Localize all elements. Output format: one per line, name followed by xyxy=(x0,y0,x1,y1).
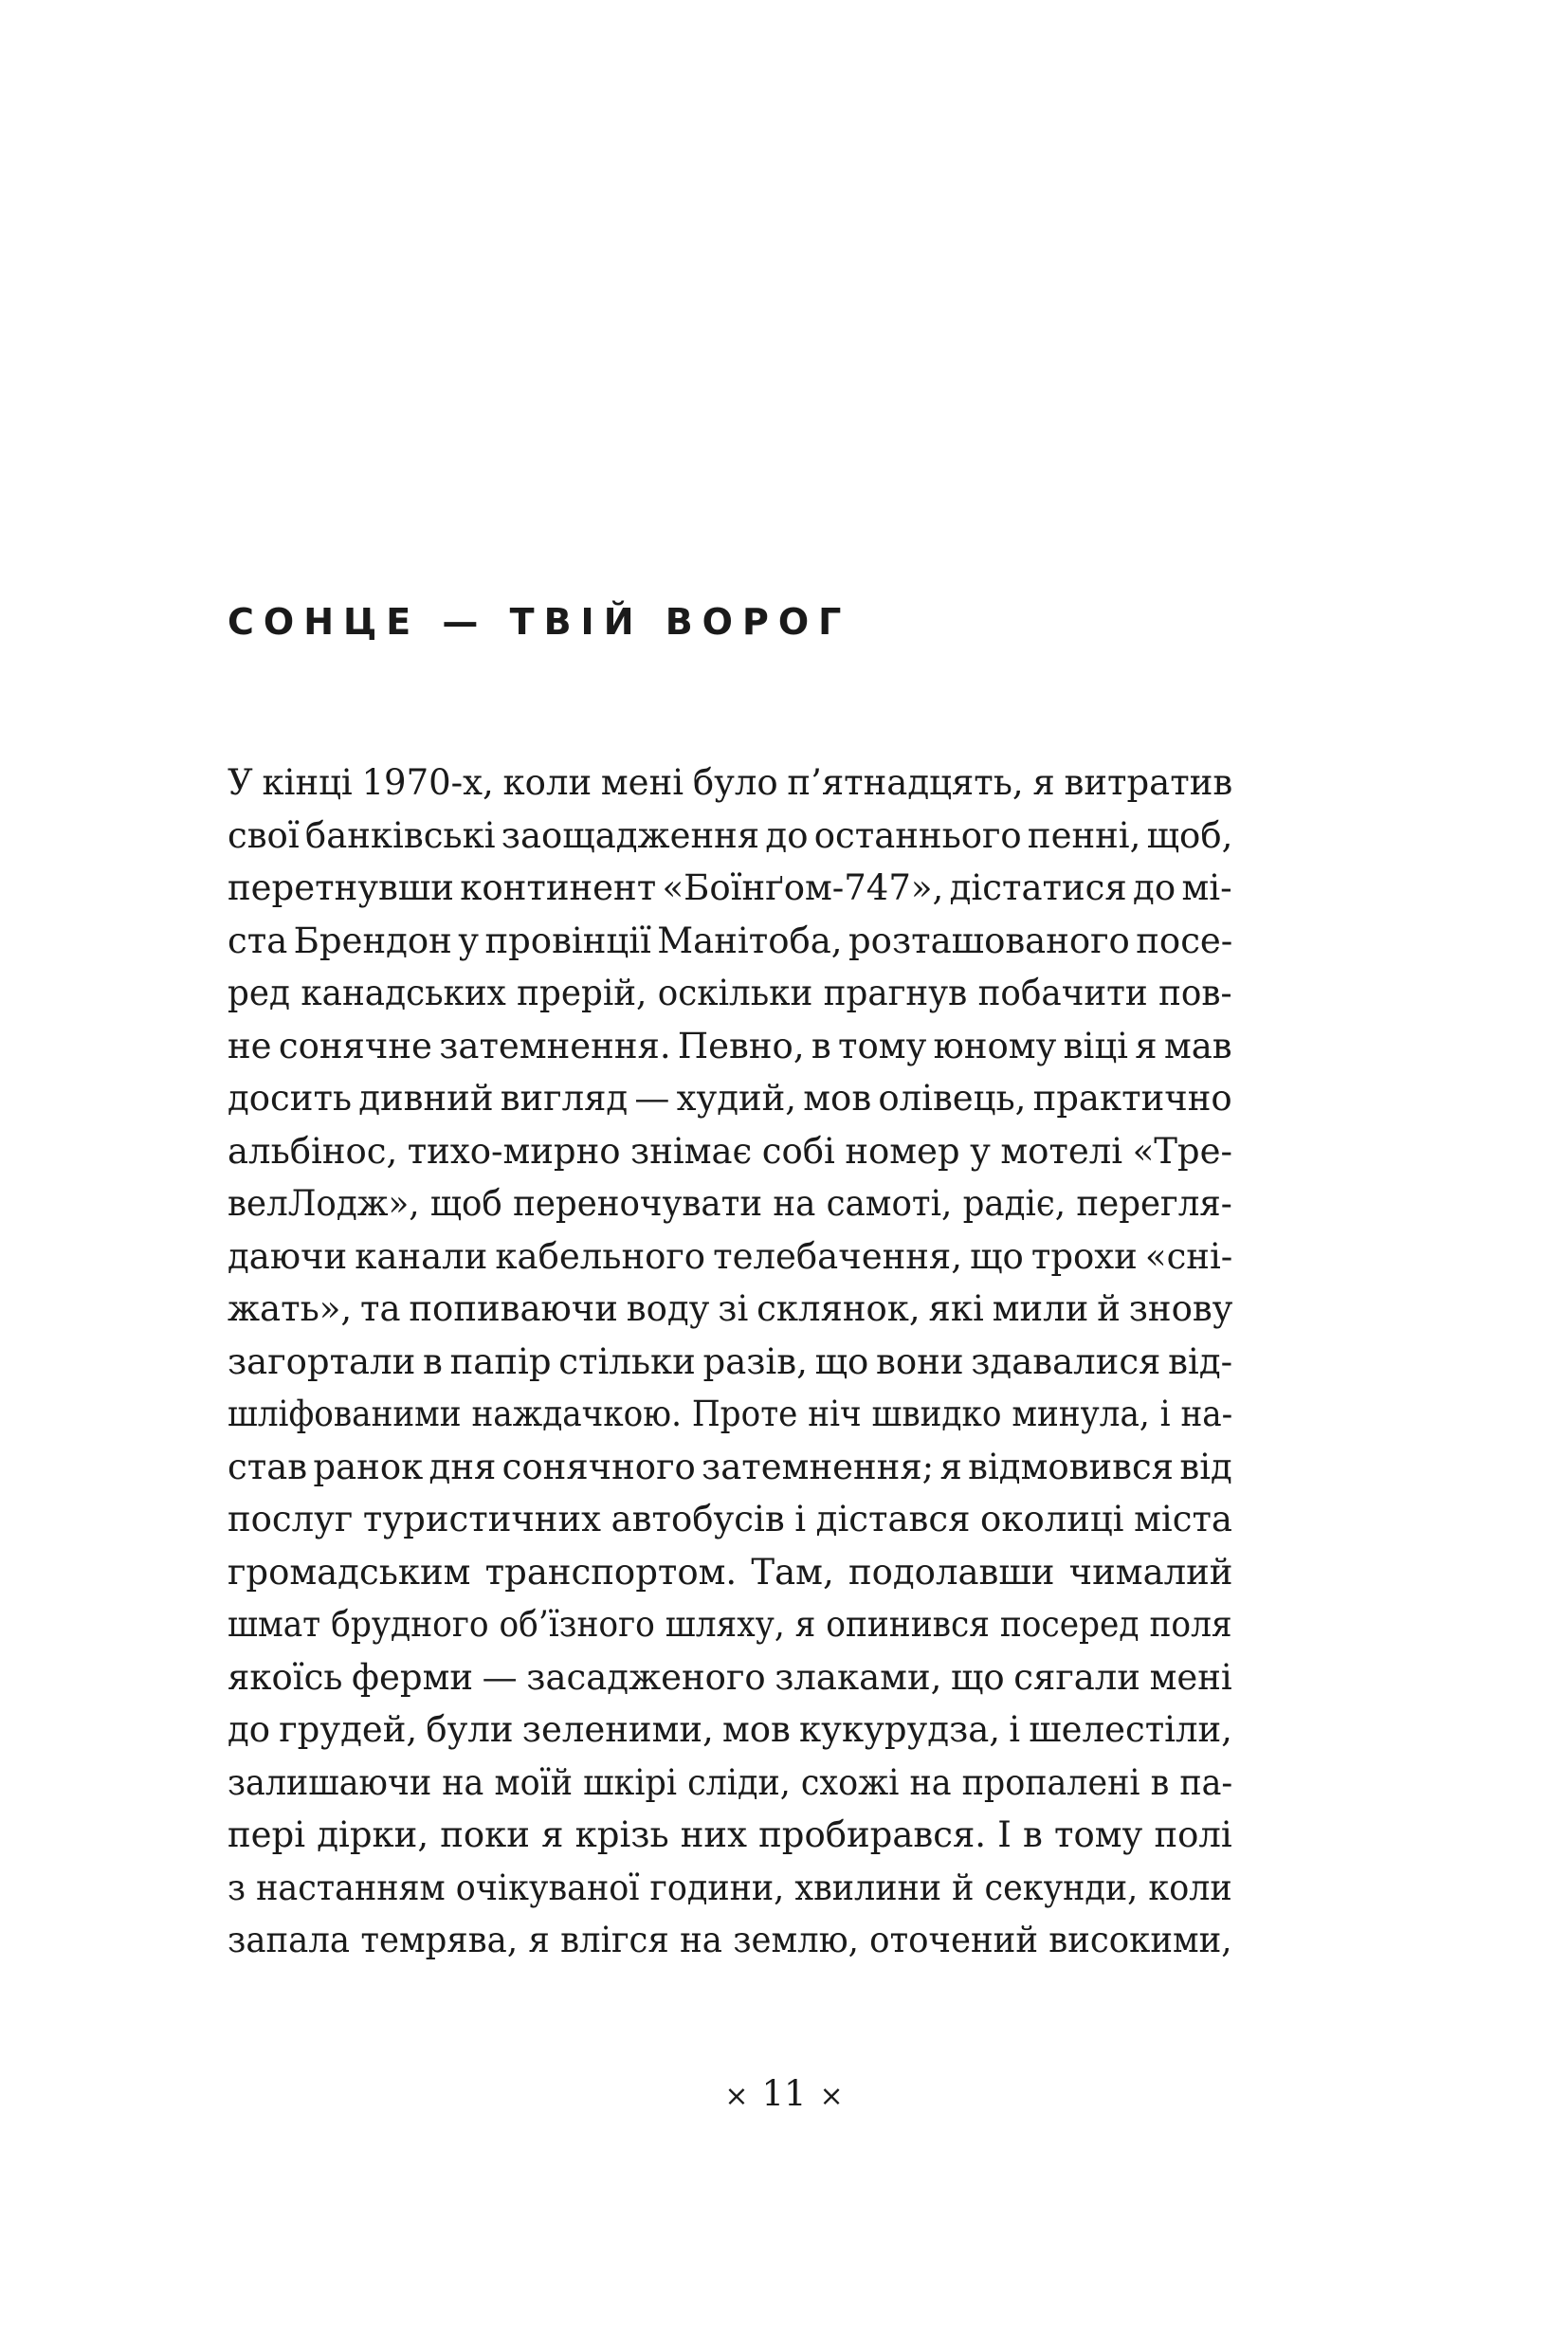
folio-ornament-left: × xyxy=(724,2080,749,2113)
text-line: залишаючи на моїй шкірі сліди, схожі на пропалені в па- xyxy=(228,1761,1233,1803)
text-line: став ранок дня сонячного затемнення; я відмовився від xyxy=(228,1446,1232,1487)
text-line: перетнувши континент «Боїнґом-747», дістатися до мі- xyxy=(228,867,1232,908)
text-line: послуг туристичних автобусів і дістався околиці міста xyxy=(228,1499,1232,1539)
text-line: не сонячне затемнення. Певно, в тому юному віці я мав xyxy=(228,1025,1232,1066)
text-line: У кінці 1970-х, коли мені було п’ятнадцять, я витратив xyxy=(228,762,1233,803)
body-text xyxy=(228,756,1232,1967)
text-line: шліфованими наждачкою. Проте ніч швидко минула, і на- xyxy=(228,1394,1233,1434)
folio-ornament-right: × xyxy=(819,2080,844,2113)
text-line: шмат брудного об’їзного шляху, я опинився посеред поля xyxy=(228,1604,1232,1645)
page-number: 11 xyxy=(761,2073,807,2114)
text-line: ред канадських прерій, оскільки прагнув побачити пов- xyxy=(228,973,1232,1013)
text-line: запала темрява, я влігся на землю, оточений високими, xyxy=(228,1920,1232,1960)
text-line: загортали в папір стільки разів, що вони здавалися від- xyxy=(228,1340,1233,1382)
text-line: ста Брендон у провінції Манітоба, розташованого посе- xyxy=(228,920,1233,961)
text-line: альбінос, тихо-мирно знімає собі номер у мотелі «Тре- xyxy=(228,1130,1232,1172)
chapter-title: СОНЦЕ — ТВІЙ ВОРОГ xyxy=(228,601,851,643)
text-line: даючи канали кабельного телебачення, що трохи «сні- xyxy=(228,1235,1233,1277)
text-line: досить дивний вигляд — худий, мов олівець, практично xyxy=(228,1078,1232,1119)
text-line: до грудей, були зеленими, мов кукурудза, і шелестіли, xyxy=(228,1709,1232,1750)
text-line: з настанням очікуваної години, хвилини й секунди, коли xyxy=(228,1867,1232,1908)
text-line: якоїсь ферми — засадженого злаками, що сягали мені xyxy=(228,1656,1232,1698)
text-line: велЛодж», щоб переночувати на самоті, радіє, перегля- xyxy=(228,1183,1232,1224)
text-line: громадським транспортом. Там, подолавши чималий xyxy=(228,1551,1233,1593)
text-line: свої банківські заощадження до останнього пенні, щоб, xyxy=(228,814,1233,856)
text-line: жать», та попиваючи воду зі склянок, які мили й знову xyxy=(228,1288,1233,1329)
page-folio xyxy=(0,2070,1568,2121)
text-line: пері дірки, поки я крізь них пробирався. І в тому полі xyxy=(228,1814,1232,1855)
